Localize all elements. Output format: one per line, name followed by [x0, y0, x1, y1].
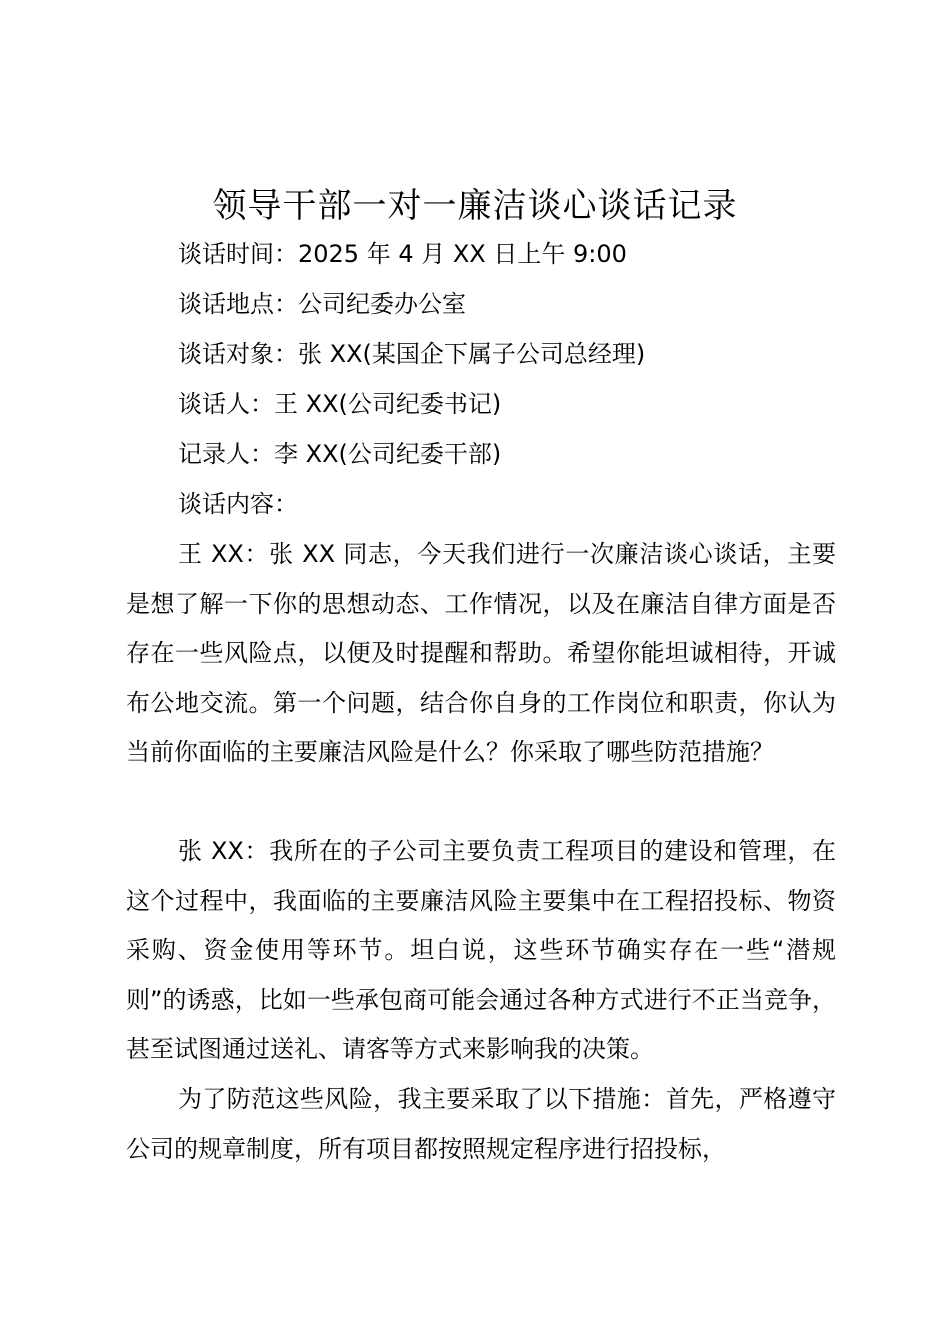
- meta-interview-time: 谈话时间：2025 年 4 月 XX 日上午 9:00: [178, 240, 627, 268]
- paragraph-zhang-answer: 张 XX：我所在的子公司主要负责工程项目的建设和管理，在这个过程中，我面临的主要廉洁风险主要集中在工程招投标、物资采购、资金使用等环节。坦白说，这些环节确实存在一些“潜规则”的诱惑，比如一些承包商可能会通过各种方式进行不正当竞争，甚至试图通过送礼、请客等方式来影响我的决策。: [126, 837, 836, 1063]
- paragraph-wang-question: 王 XX：张 XX 同志，今天我们进行一次廉洁谈心谈话，主要是想了解一下你的思想动态、工作情况，以及在廉洁自律方面是否存在一些风险点，以便及时提醒和帮助。希望你能坦诚相待，开诚布公地交流。第一个问题，结合你自身的工作岗位和职责，你认为当前你面临的主要廉洁风险是什么？你采取了哪些防范措施？: [126, 540, 836, 766]
- document-title: 领导干部一对一廉洁谈心谈话记录: [212, 186, 738, 226]
- paragraph-risk-measures: 为了防范这些风险，我主要采取了以下措施：首先，严格遵守公司的规章制度，所有项目都按照规定程序进行招投标，: [126, 1085, 836, 1163]
- meta-content-label: 谈话内容：: [178, 490, 298, 518]
- meta-interviewer: 谈话人：王 XX(公司纪委书记): [178, 390, 502, 418]
- meta-interview-location: 谈话地点：公司纪委办公室: [178, 290, 466, 318]
- meta-interviewee: 谈话对象：张 XX(某国企下属子公司总经理): [178, 340, 646, 368]
- meta-recorder: 记录人：李 XX(公司纪委干部): [178, 440, 502, 468]
